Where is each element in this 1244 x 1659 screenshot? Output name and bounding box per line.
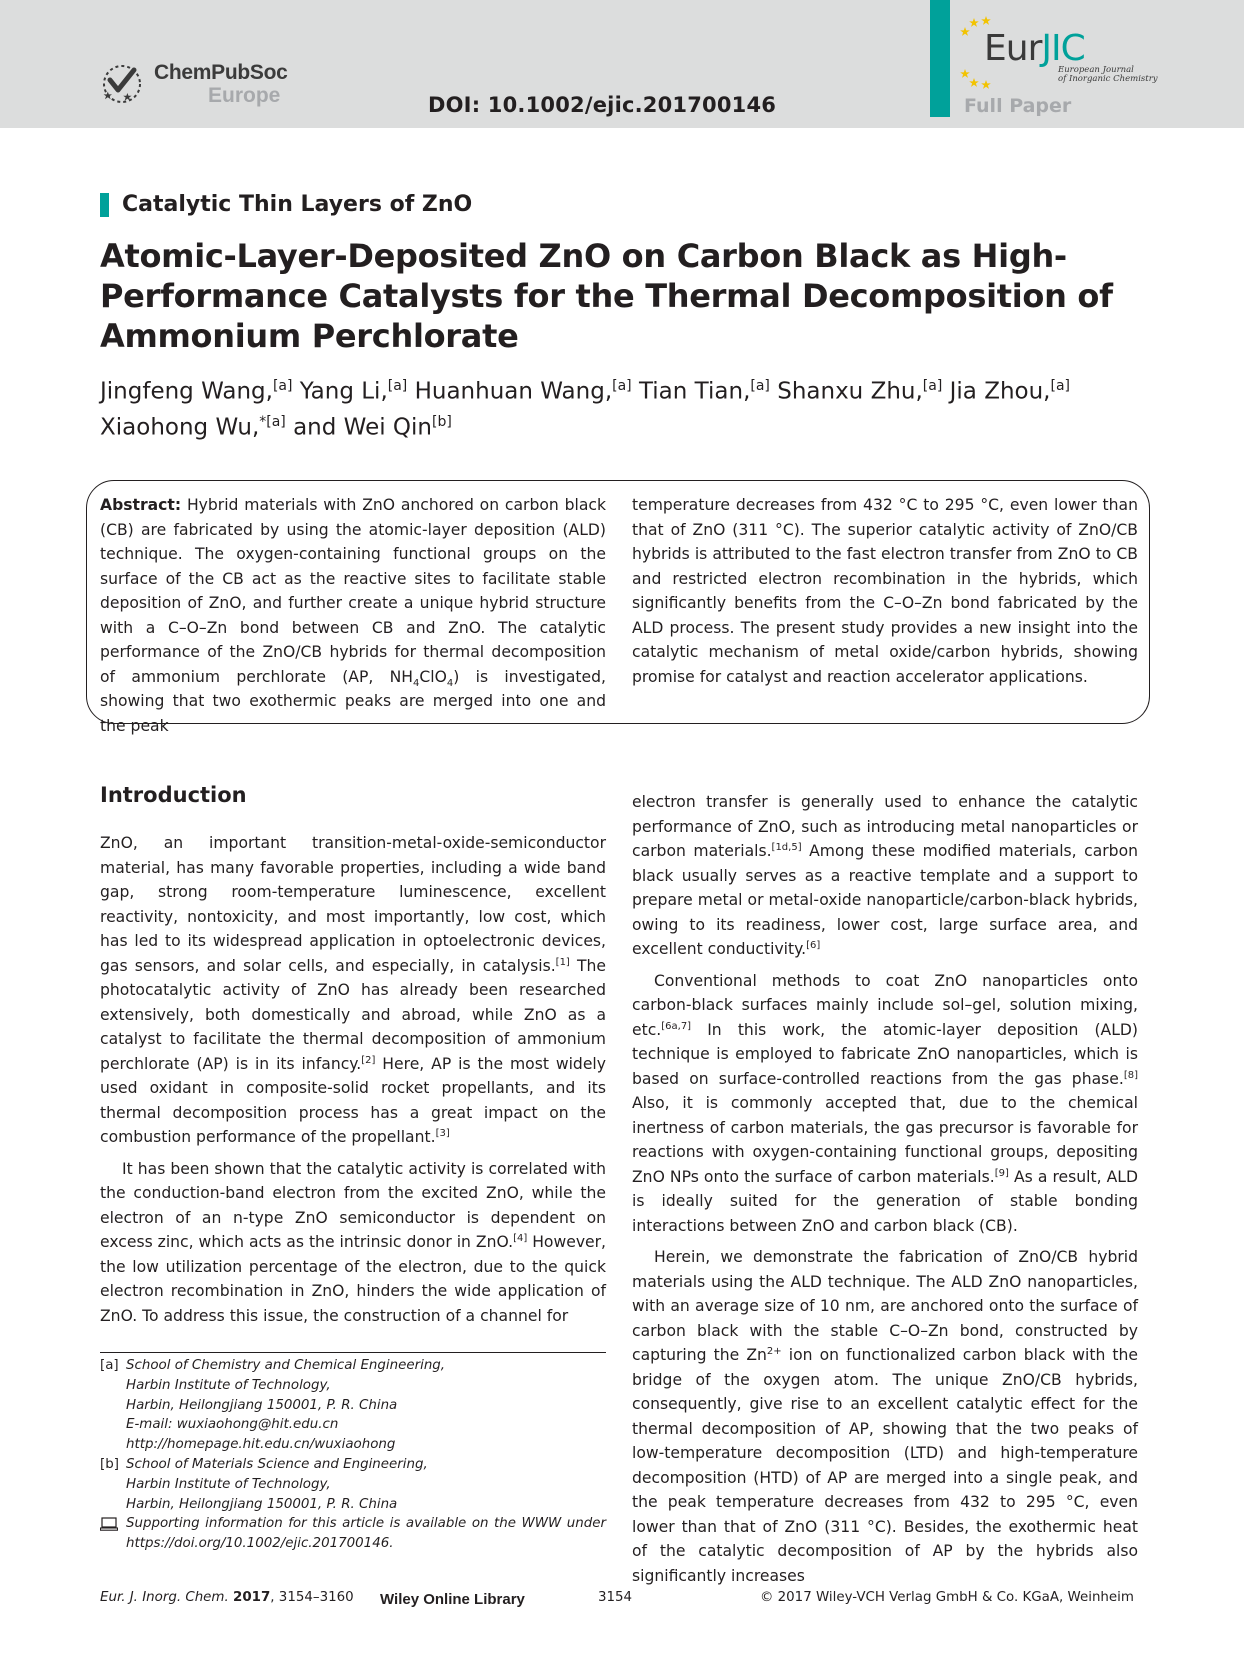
abstract-text: ) is investigated, showing that two exothermic peaks are merged into one and the peak: [100, 667, 606, 735]
affiliation-line: School of Chemistry and Chemical Engineering,: [126, 1358, 446, 1373]
affiliation-footnotes: [100, 1356, 606, 1554]
author: and Wei Qin: [285, 414, 432, 441]
citation-link[interactable]: [6a,7]: [661, 1020, 692, 1032]
paragraph: electron transfer is generally used to enhance the catalytic performance of ZnO, such as introducing metal nanoparticles or carbon materials.[1d,5] Among these modified materials, carbon black usually serves as a reactive template and a support to prepare metal or metal-oxide nanoparticle/carbon-black hybrids, owing to its readiness, lower cost, large surface area, and excellent conductivity.[6]: [632, 793, 1138, 958]
abstract-left-column: [100, 493, 606, 738]
section-tag-bar: [100, 193, 109, 217]
abstract-label: Abstract:: [100, 496, 182, 514]
supporting-info-link[interactable]: Supporting information for this article is available on the WWW under https://doi.org/10.1002/ejic.201700146.: [126, 1516, 606, 1552]
superscript: 2+: [766, 1345, 782, 1357]
affiliation-mark: [a]: [750, 378, 770, 394]
paragraph: Herein, we demonstrate the fabrication of ZnO/CB hybrid materials using the ALD technique. The ALD ZnO nanoparticles, with an average size of 10 nm, are anchored onto the surface of carbon black with the stable C–O–Zn bond, constructed by capturing the $Zn^{2+}$ ion on functionalized carbon black with the bridge of the oxygen atom. The unique ZnO/CB hybrids, consequently, give rise to an excellent catalytic effect for the thermal decomposition of AP, showing that the two peaks of low-temperature decomposition (LTD) and high-temperature decomposition (HTD) of AP are merged into a single peak, and the peak temperature decreases from 432 to 295 °C, even lower than that of ZnO (311 °C). Besides, the exothermic heat of the catalytic decomposition of AP by the hybrids also significantly increases: [632, 1248, 1139, 1585]
journal-citation: [100, 1590, 354, 1605]
affiliation-line: Harbin, Heilongjiang 150001, P. R. China: [126, 1496, 398, 1512]
journal-pages: , 3154–3160: [270, 1590, 354, 1605]
affiliation-a: [100, 1356, 606, 1455]
citation-link[interactable]: [3]: [435, 1127, 450, 1139]
affiliation-mark: [b]: [432, 413, 452, 430]
author: Jia Zhou,: [942, 378, 1051, 405]
homepage-link[interactable]: http://homepage.hit.edu.cn/wuxiaohong: [126, 1437, 396, 1453]
email-link[interactable]: E-mail: wuxiaohong@hit.edu.cn: [126, 1417, 339, 1433]
publisher-name: ChemPubSoc: [154, 61, 288, 84]
affiliation-mark: [a]: [100, 1358, 119, 1373]
subscript: 4: [446, 677, 454, 689]
affiliation-line: School of Materials Science and Engineering,: [126, 1456, 428, 1472]
affiliation-line: Harbin Institute of Technology,: [126, 1377, 331, 1393]
affiliation-mark: *[a]: [259, 413, 286, 430]
supporting-info-note: [100, 1514, 606, 1554]
affiliation-line: Harbin, Heilongjiang 150001, P. R. China: [126, 1397, 398, 1413]
paragraph: It has been shown that the catalytic activity is correlated with the conduction-band electron from the excited ZnO, while the electron of an n-type ZnO semiconductor is dependent on excess zinc, which acts as the intrinsic donor in ZnO.[4] However, the low utilization percentage of the electron, due to the quick electron recombination in ZnO, hinders the wide application of ZnO. To address this issue, the construction of a channel for: [100, 1159, 607, 1325]
author-list: [100, 371, 1140, 442]
section-tag: [100, 192, 472, 217]
citation-link[interactable]: [1d,5]: [771, 841, 802, 853]
journal-year: 2017: [233, 1590, 271, 1605]
article-type: Full Paper: [964, 95, 1072, 117]
chempubsoc-logo: [98, 58, 288, 110]
computer-icon: [100, 1517, 118, 1531]
affiliation-mark: [b]: [100, 1456, 119, 1472]
citation-link[interactable]: [9]: [994, 1167, 1009, 1179]
journal-abbreviation: Eur. J. Inorg. Chem.: [100, 1590, 229, 1605]
publisher-region: Europe: [208, 84, 281, 107]
copyright: © 2017 Wiley-VCH Verlag GmbH & Co. KGaA, Weinheim: [760, 1590, 1134, 1605]
paragraph: Conventional methods to coat ZnO nanoparticles onto carbon-black surfaces mainly include sol–gel, solution mixing, etc.[6a,7] In this work, the atomic-layer deposition (ALD) technique is employed to fabricate ZnO nanoparticles, which is based on surface-controlled reactions from the gas phase.[8] Also, it is commonly accepted that, due to the chemical inertness of carbon materials, the gas precursor is favorable for reactions with oxygen-containing functional groups, depositing ZnO NPs onto the surface of carbon materials.[9] As a result, ALD is ideally suited for the generation of stable bonding interactions between ZnO and carbon black (CB).: [632, 971, 1138, 1235]
section-tag-text: Catalytic Thin Layers of ZnO: [122, 192, 473, 217]
citation-link[interactable]: [2]: [361, 1054, 376, 1066]
paragraph: ZnO, an important transition-metal-oxide-semiconductor material, has many favorable properties, including a wide band gap, strong room-temperature luminescence, excellent reactivity, nontoxicity, and most importantly, low cost, which has led to its widespread application in optoelectronic devices, gas sensors, and solar cells, and especially, in catalysis.[1] The photocatalytic activity of ZnO has already been researched extensively, both domestically and abroad, while ZnO as a catalyst to facilitate the thermal decomposition of ammonium perchlorate (AP) is in its infancy.[2] Here, AP is the most widely used oxidant in composite-solid rocket propellants, and its thermal decomposition process has a great impact on the combustion performance of the propellant.[3]: [100, 834, 606, 1146]
body-left-column: [100, 831, 606, 1328]
abstract-text: Hybrid materials with ZnO anchored on carbon black (CB) are fabricated by using the atomic-layer deposition (ALD) technique. The oxygen-containing functional groups on the surface of the CB act as the reactive sites to facilitate stable deposition of ZnO, and further create a unique hybrid structure with a C–O–Zn bond between CB and ZnO. The catalytic performance of the ZnO/CB hybrids for thermal decomposition of ammonium perchlorate (AP, NH: [100, 496, 606, 686]
abstract-text: ClO: [419, 667, 447, 686]
accent-bar: [930, 0, 950, 117]
affiliation-b: [100, 1455, 606, 1514]
body-right-column: [632, 790, 1138, 1588]
citation-link[interactable]: [6]: [806, 939, 821, 951]
introduction-heading: Introduction: [100, 783, 247, 807]
citation-link[interactable]: [1]: [555, 956, 570, 968]
journal-logo-name: EurJIC: [984, 28, 1085, 69]
chempubsoc-emblem-icon: [98, 58, 150, 110]
subscript: 4: [413, 677, 420, 689]
article-title: Atomic-Layer-Deposited ZnO on Carbon Black as High-Performance Catalysts for the Thermal Decomposition of Ammonium Perchlorate: [100, 237, 1113, 355]
page-number: 3154: [598, 1590, 633, 1605]
citation-link[interactable]: [4]: [513, 1232, 528, 1244]
affiliation-mark: [a]: [922, 378, 943, 394]
author: Shanxu Zhu,: [769, 378, 923, 405]
abstract-right-column: temperature decreases from 432 °C to 295 °C, even lower than that of ZnO (311 °C). The superior catalytic activity of ZnO/CB hybrids is attributed to the fast electron transfer from ZnO to CB and restricted electron recombination in the hybrids, which significantly benefits from the C–O–Zn bond fabricated by the ALD process. The present study provides a new insight into the catalytic mechanism of metal oxide/carbon hybrids, showing promise for catalyst and reaction accelerator applications.: [632, 496, 1138, 686]
author: Huanhuan Wang,: [407, 378, 613, 405]
author: Jingfeng Wang,: [100, 378, 273, 405]
affiliation-mark: [a]: [387, 378, 408, 394]
author: Xiaohong Wu,: [100, 414, 260, 441]
eurjic-logo: [960, 14, 1158, 94]
affiliation-mark: [a]: [1050, 378, 1071, 394]
citation-link[interactable]: [8]: [1123, 1069, 1138, 1081]
footnote-divider: [100, 1352, 606, 1353]
journal-logo-subtitle: European Journal of Inorganic Chemistry: [1058, 65, 1158, 84]
affiliation-mark: [a]: [272, 378, 293, 394]
affiliation-line: Harbin Institute of Technology,: [126, 1476, 331, 1492]
author: Tian Tian,: [631, 378, 751, 405]
author: Yang Li,: [292, 378, 388, 405]
wiley-online-library-link[interactable]: Wiley Online Library: [380, 1591, 525, 1608]
doi[interactable]: DOI: 10.1002/ejic.201700146: [428, 93, 777, 117]
affiliation-mark: [a]: [612, 378, 632, 394]
